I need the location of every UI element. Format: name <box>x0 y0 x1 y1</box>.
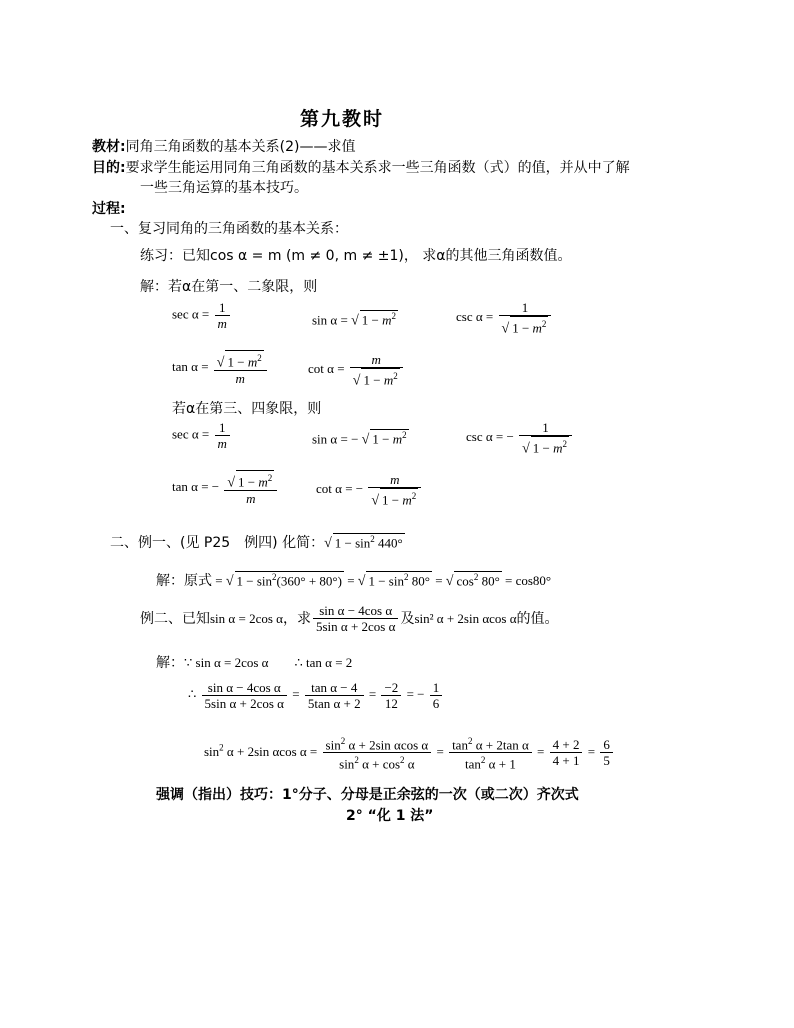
page-title: 第九教时 <box>300 108 385 130</box>
goal-text-1: 要求学生能运用同角三角函数的基本关系求一些三角函数（式）的值，并从中了解 <box>125 160 630 176</box>
goal-label: 目的: <box>92 160 126 176</box>
formula-sin-2: sin α = − √ $1 - m^2$ <box>312 430 407 448</box>
example2-suffix: 的值。 <box>516 611 559 627</box>
formula-csc-1: csc α = $\frac{1}{√ 1 - m^2}$ <box>456 300 553 336</box>
example2-solution-start: 解：∵ sin α = 2cos α ∴ tan α = 2 <box>156 655 353 671</box>
example2-prefix: 例二、已知 <box>140 611 210 627</box>
summary-line-1: 强调（指出）技巧：1°分子、分母是正余弦的一次（或二次）齐次式 <box>156 787 579 803</box>
formula-cot-1: cot α = $\frac{m}{√ 1 - m^2}$ <box>308 352 405 388</box>
formula-sec-2: sec α = $\frac{1}{m}$ <box>172 420 232 451</box>
summary-line-2: 2° “化 1 法” <box>346 808 434 824</box>
example2-condition: sin α = 2cos α <box>210 611 283 626</box>
formula-tan-1: tan α = $\frac{√ 1 - m^2}{m}$ <box>172 350 269 386</box>
goal-line <box>92 157 630 177</box>
material-label: 教材: <box>92 139 126 155</box>
formula-csc-2: csc α = − $\frac{1}{√ 1 - m^2}$ <box>466 420 574 456</box>
formula-sin-1: sin α = √ $1 - m^2$ <box>312 311 396 329</box>
material-text: 同角三角函数的基本关系(2)——求值 <box>125 139 356 155</box>
example1-solution: 解：原式 = √ $1 - \sin^2(360^\circ + 80^\circ)$ = √ $1 - \sin^2 80^\circ$ = √ $\cos^2 80^\circ = \cos 80^\circ$ <box>156 571 552 589</box>
process-label: 过程: <box>92 201 126 217</box>
example1-solution-label: 解：原式 <box>156 573 212 589</box>
example2-statement <box>140 603 559 634</box>
formula-sec-1: sec α = $\frac{1}{m}$ <box>172 300 232 331</box>
example2-ask: ，求 <box>282 611 311 627</box>
material-line <box>92 136 355 156</box>
example2-step2: $\sin^2 \alpha + 2\sin$ αcos α = $\frac{\sin^2 \alpha + 2\sin \alpha\cos \alpha}{\sin^2 \alpha + \cos^2 \alpha}$ = $\frac{\tan^2 \alpha + 2\tan \alpha}{\tan^2 \alpha + 1}$ = $\frac{4 + 2}{4 + 1}$ = $\frac{6}{5}$ <box>204 734 615 772</box>
formula-tan-2: tan α = − $\frac{√ 1 - m^2}{m}$ <box>172 470 279 506</box>
example1-expression: √ $1 - \sin^2 440^\circ$ <box>324 533 403 551</box>
example2-and: 及 <box>400 611 415 627</box>
section1-heading: 一、复习同角的三角函数的基本关系： <box>110 221 348 237</box>
exercise-text: 练习：已知cos α = m (m ≠ 0, m ≠ ±1)， 求α的其他三角函数值。 <box>140 248 572 264</box>
formula-cot-2: cot α = − $\frac{m}{√ 1 - m^2}$ <box>316 472 423 508</box>
section2-heading: 二、例一、(见 P25 例四) 化简： <box>110 535 325 551</box>
case1-text: 解：若α在第一、二象限，则 <box>140 279 318 295</box>
example2-expr: sin² α + 2sin αcos α <box>414 611 517 626</box>
solution-label: 解： <box>156 655 184 671</box>
goal-text-2: 一些三角运算的基本技巧。 <box>140 180 308 196</box>
example2-fraction: $\frac{\text{sin α − 4cos α}}{\text{5sin α + 2cos α}}$ <box>313 603 398 634</box>
section2-heading-line <box>110 532 405 552</box>
case2-text: 若α在第三、四象限，则 <box>172 401 322 417</box>
example2-step1: ∴ $\frac{\text{sin α − 4cos α}}{\text{5sin α + 2cos α}}$ = $\frac{\text{tan α − 4}}{\text{5tan α + 2}}$ = $\frac{-2}{12}$ = − $\frac{1}{6}$ <box>188 680 444 711</box>
